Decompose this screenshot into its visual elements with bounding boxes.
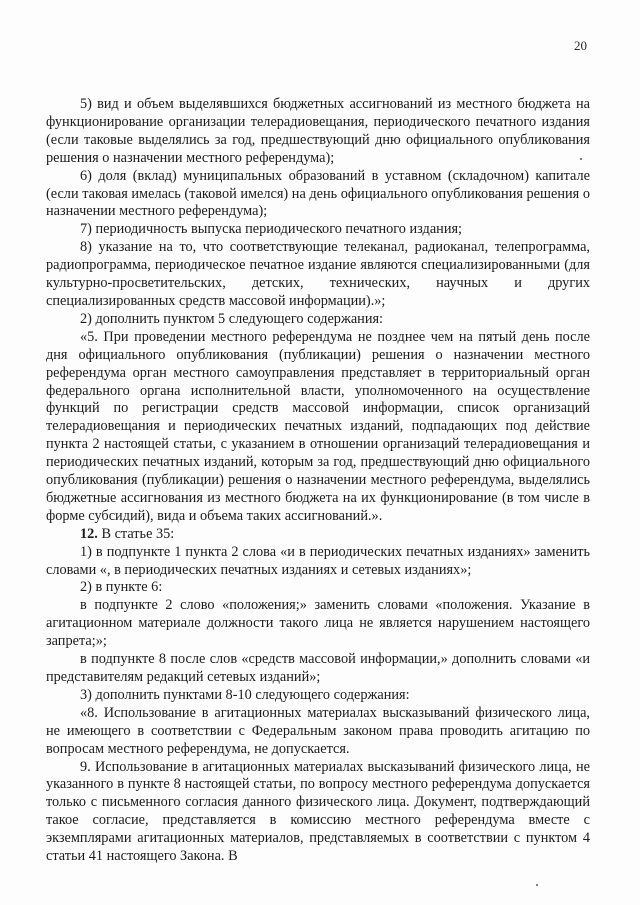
- article-heading-text: В статье 35:: [101, 525, 175, 542]
- scan-speck: [536, 884, 538, 886]
- paragraph: в подпункте 8 после слов «средств массовой информации,» дополнить словами «и представителям редакций сетевых изданий»;: [46, 651, 590, 685]
- paragraph: 8) указание на то, что соответствующие телеканал, радиоканал, телепрограмма, радиопрограмма, периодическое печатное издание являются специализированными (для культурно-просветительских, детских, технических, научных и других специализированных средств массовой информации).»;: [46, 239, 590, 309]
- paragraph: 6) доля (вклад) муниципальных образований в уставном (складочном) капитале (если таковая имелась (таковой имелся) на день официального опубликования решения о назначении местного референдума);: [46, 167, 590, 220]
- article-heading: [46, 526, 590, 544]
- paragraph: «5. При проведении местного референдума не позднее чем на пятый день после дня официального опубликования (публикации) решения о назначении местного референдума орган местного самоуправления представляет в территориальный орган федерального органа исполнительной власти, уполномоченного на осуществление функций по регистрации средств массовой информации, список организаций телерадиовещания и периодических печатных изданий, подпадающих под действие пункта 2 настоящей статьи, с указанием в отношении организаций телерадиовещания и периодических печатных изданий, которым за год, предшествующий дню официального опубликования (публикации) решения о назначении местного референдума, выделялись бюджетные ассигнования из местного бюджета на их функционирование (в том числе в форме субсидий), вида и объема таких ассигнований.».: [46, 328, 590, 524]
- paragraph: 2) в пункте 6:: [80, 579, 163, 596]
- paragraph: 7) периодичность выпуска периодического печатного издания;: [80, 221, 463, 238]
- paragraph: 3) дополнить пунктами 8-10 следующего содержания:: [80, 686, 410, 703]
- paragraph: 1) в подпункте 1 пункта 2 слова «и в периодических печатных изданиях» заменить словами «, в периодических печатных изданиях и сетевых изданиях»;: [46, 543, 590, 578]
- paragraph: в подпункте 2 слово «положения;» заменить словами «положения. Указание в агитационном материале должности такого лица не является нарушением настоящего запрета;»;: [46, 597, 590, 650]
- scan-speck: [580, 158, 582, 160]
- document-body: [46, 96, 590, 866]
- paragraph: 9. Использование в агитационных материалах высказываний физического лица, не указанного в пункте 8 настоящей статьи, по вопросу местного референдума допускается только с письменного согласия данного физического лица. Документ, подтверждающий такое согласие, представляется в комиссию местного референдума вместе с экземплярами агитационных материалов, представляемых в соответствии с пунктом 4 статьи 41 настоящего Закона. В: [46, 758, 590, 865]
- article-number: 12.: [80, 525, 98, 542]
- page-number: 20: [574, 38, 587, 53]
- paragraph: 2) дополнить пунктом 5 следующего содержания:: [80, 310, 384, 327]
- paragraph: «8. Использование в агитационных материалах высказываний физического лица, не имеющего в соответствии с Федеральным законом права проводить агитацию по вопросам местного референдума, не допускается.: [46, 704, 590, 757]
- paragraph: 5) вид и объем выделявшихся бюджетных ассигнований из местного бюджета на функционирование организации телерадиовещания, периодического печатного издания (если таковые выделялись за год, предшествующий дню официального опубликования решения о назначении местного референдума);: [46, 96, 590, 166]
